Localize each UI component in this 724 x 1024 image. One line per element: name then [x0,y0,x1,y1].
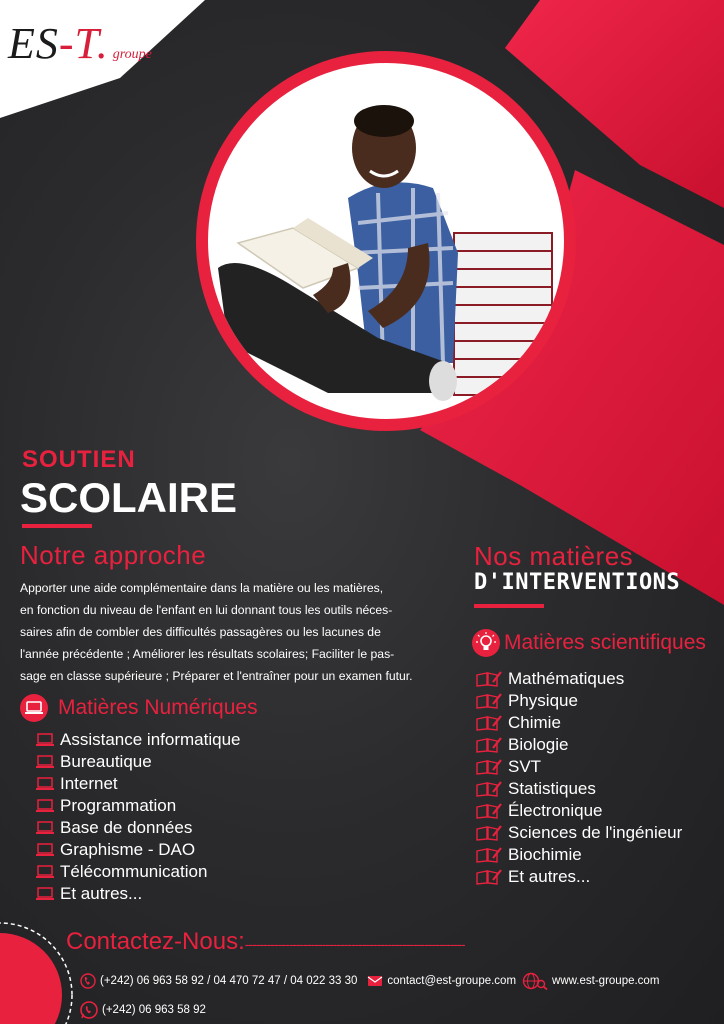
interventions-heading: Nos matières [474,541,634,571]
list-item: Bureautique [36,751,240,773]
laptop-icon [36,799,54,813]
list-item: Statistiques [476,778,682,800]
laptop-icon [20,694,48,722]
list-item: Programmation [36,795,240,817]
approach-line: sage en classe supérieure ; Préparer et l'entraîner pour un examen futur. [20,669,413,683]
contact-phones[interactable]: (+242) 06 963 58 92 / 04 470 72 47 / 04 022 33 30 [100,975,358,987]
laptop-icon [36,821,54,835]
interventions-subheading: D'INTERVENTIONS [474,570,681,595]
logo [8,18,152,69]
laptop-icon [36,755,54,769]
scientifiques-title: Matières scientifiques [504,631,706,654]
logo-mark: ES-T. [8,19,109,68]
list-item: Biochimie [476,844,682,866]
contact-title: Contactez-Nous:------------------------------------------------------------ [66,928,465,955]
title-underline [22,524,92,528]
book-pen-icon [476,759,502,775]
list-item: Mathématiques [476,668,682,690]
approach-heading: Notre approche [20,540,207,570]
list-item: Physique [476,690,682,712]
lightbulb-icon [472,629,500,657]
whatsapp-icon [80,1001,98,1019]
book-pen-icon [476,803,502,819]
book-pen-icon [476,693,502,709]
approach-line: en fonction du niveau de l'enfant en lui donnant tous les outils néces- [20,603,393,617]
list-item: Électronique [476,800,682,822]
book-pen-icon [476,781,502,797]
contact-dashes: ------------------------------------------------------------ [244,936,465,952]
list-item: Assistance informatique [36,729,240,751]
laptop-icon [36,777,54,791]
list-item: Sciences de l'ingénieur [476,822,682,844]
logo-sub: groupe [112,47,152,62]
list-item: Internet [36,773,240,795]
contact-email[interactable]: contact@est-groupe.com [387,975,517,987]
contact-whatsapp[interactable]: (+242) 06 963 58 92 [102,1004,206,1016]
book-pen-icon [476,825,502,841]
student-photo [208,63,564,419]
laptop-icon [36,733,54,747]
list-item: Télécommunication [36,861,240,883]
book-pen-icon [476,715,502,731]
numeriques-list [36,729,240,905]
approach-paragraph [20,577,440,687]
bottom-left-circle [0,933,62,1024]
book-pen-icon [476,671,502,687]
phone-icon [80,973,96,989]
book-pen-icon [476,737,502,753]
scientifiques-list [476,668,682,888]
approach-line: l'année précédente ; Améliorer les résultats scolaires; Faciliter le pas- [20,647,395,661]
title-line-2: SCOLAIRE [20,474,238,521]
approach-line: saires afin de combler des difficultés passagères ou les lacunes de [20,625,381,639]
list-item: SVT [476,756,682,778]
list-item: Chimie [476,712,682,734]
book-pen-icon [476,869,502,885]
contact-phones-row [80,972,659,990]
book-pen-icon [476,847,502,863]
globe-search-icon [522,972,548,990]
list-item: Graphisme - DAO [36,839,240,861]
mail-icon [367,975,383,987]
interventions-underline [474,604,544,608]
contact-website[interactable]: www.est-groupe.com [552,975,660,987]
scientifiques-header [472,629,706,657]
list-item: Et autres... [476,866,682,888]
numeriques-header [20,694,258,722]
list-item: Base de données [36,817,240,839]
student-reading-illustration [208,63,564,419]
list-item: Biologie [476,734,682,756]
laptop-icon [36,843,54,857]
approach-line: Apporter une aide complémentaire dans la matière ou les matières, [20,581,384,595]
numeriques-title: Matières Numériques [58,696,258,719]
list-item: Et autres... [36,883,240,905]
laptop-icon [36,865,54,879]
title-line-1: SOUTIEN [22,446,136,473]
laptop-icon [36,887,54,901]
contact-whatsapp-row [80,1001,206,1019]
